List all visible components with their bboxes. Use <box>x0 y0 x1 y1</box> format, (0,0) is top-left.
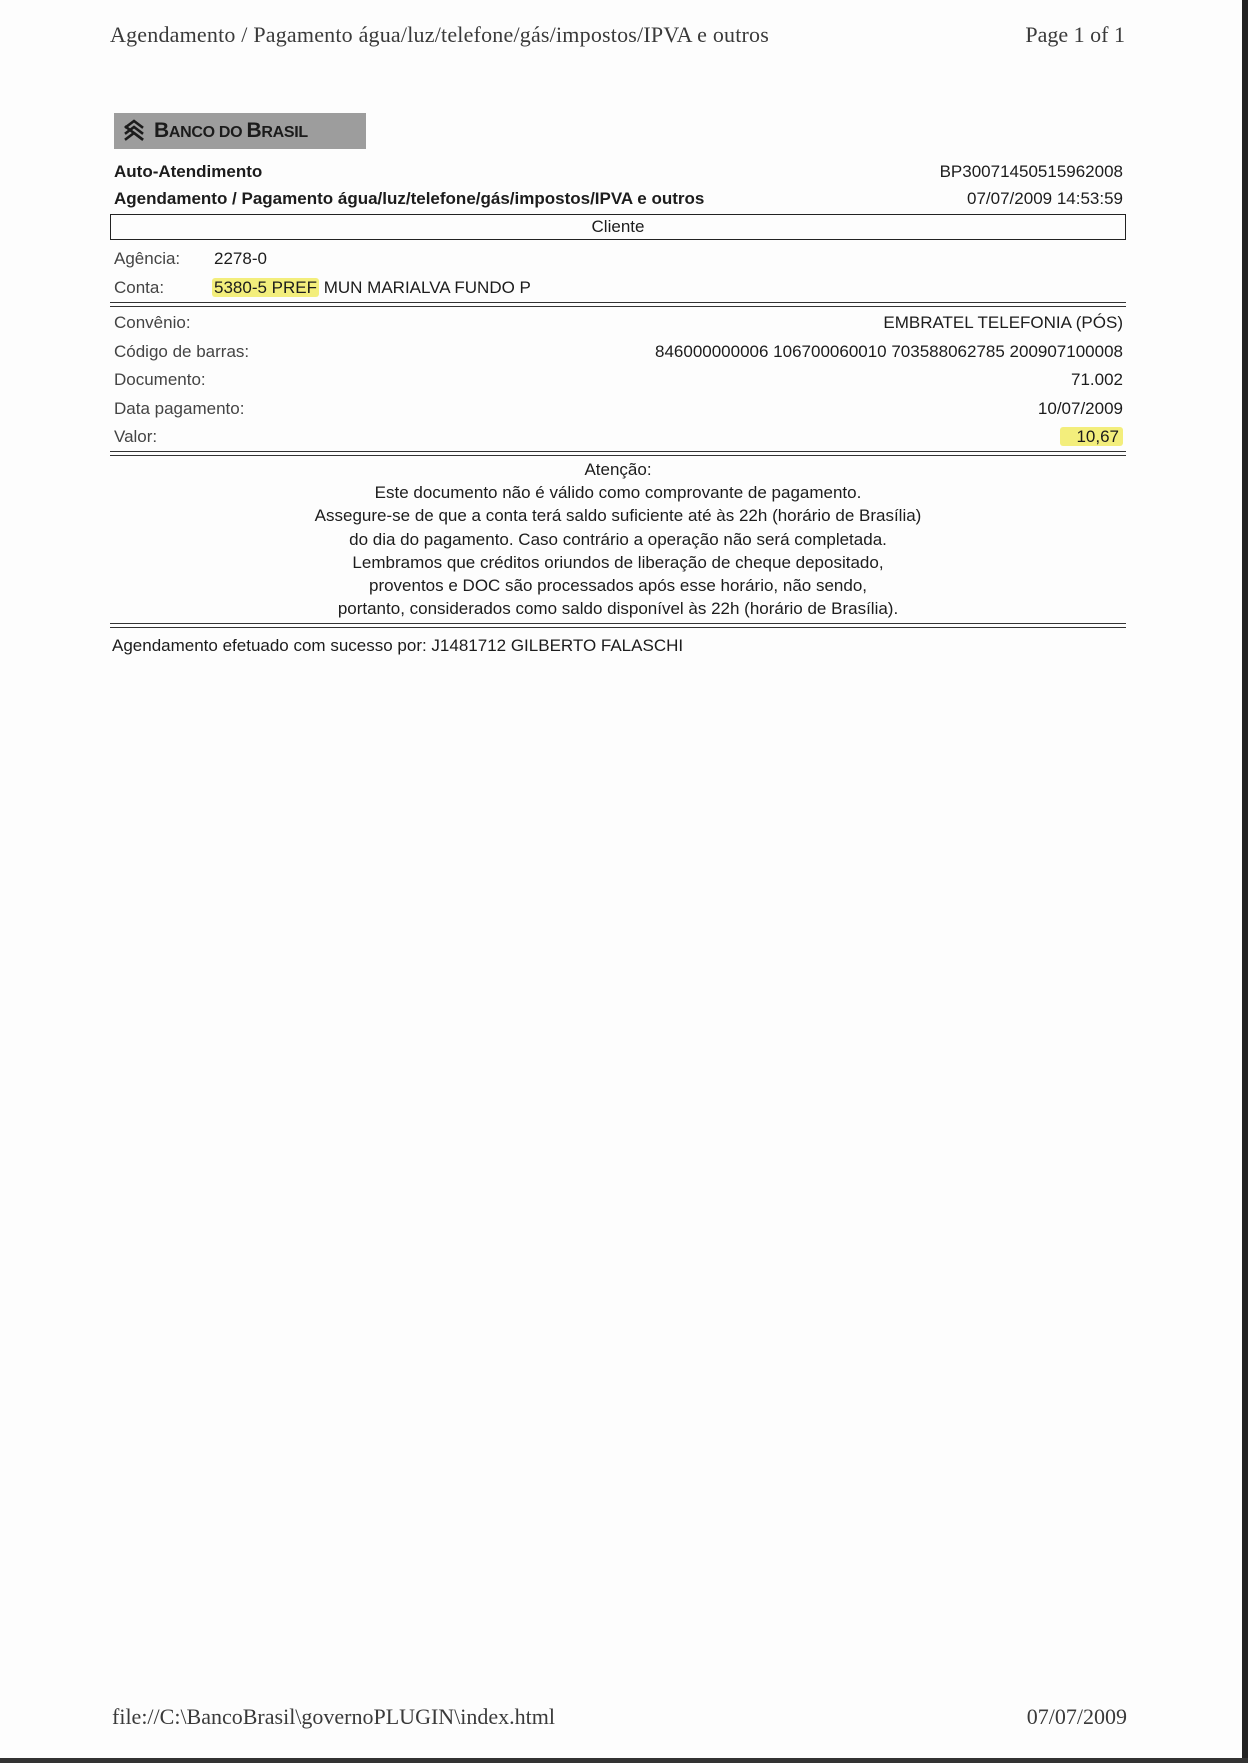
conta-row <box>114 278 1123 298</box>
conta-value: 5380-5 PREF MUN MARIALVA FUNDO P <box>214 278 531 297</box>
agencia-label: Agência: <box>114 249 181 268</box>
documento-label: Documento: <box>114 370 206 389</box>
divider <box>110 302 1126 307</box>
conta-label: Conta: <box>114 278 165 297</box>
convenio-label: Convênio: <box>114 313 191 332</box>
payment-date-label: Data pagamento: <box>114 399 245 418</box>
attention-line: Lembramos que créditos oriundos de liberação de cheque depositado, <box>352 552 884 572</box>
attention-notice <box>110 458 1126 620</box>
attention-title: Atenção: <box>584 460 652 479</box>
service-row <box>114 162 1123 182</box>
attention-line: portanto, considerados como saldo disponível às 22h (horário de Brasília). <box>337 599 899 619</box>
valor-value: 10,67 <box>1060 427 1123 447</box>
print-header-title: Agendamento / Pagamento água/luz/telefone/gás/impostos/IPVA e outros <box>110 22 770 47</box>
payment-date-value: 10/07/2009 <box>1037 399 1123 418</box>
print-footer-date: 07/07/2009 <box>1026 1704 1127 1729</box>
print-page-number: Page 1 of 1 <box>1025 22 1125 47</box>
attention-line: proventos e DOC são processados após esse horário, não sendo, <box>368 576 867 596</box>
service-name: Auto-Atendimento <box>114 162 263 181</box>
convenio-row <box>114 313 1123 333</box>
agencia-row <box>114 249 1123 269</box>
barcode-row <box>114 342 1123 362</box>
attention-line: do dia do pagamento. Caso contrário a operação não será completada. <box>349 529 887 549</box>
operation-row <box>114 189 1123 209</box>
bb-logo-icon <box>122 119 146 143</box>
documento-row <box>114 370 1123 390</box>
section-header-cliente: Cliente <box>110 214 1126 240</box>
agencia-value: 2278-0 <box>214 249 267 268</box>
barcode-value: 846000000006 106700060010 703588062785 200907100008 <box>655 342 1123 361</box>
page-edge <box>0 1758 1248 1763</box>
confirmation-message: Agendamento efetuado com sucesso por: J1481712 GILBERTO FALASCHI <box>112 636 684 655</box>
divider <box>110 623 1126 628</box>
valor-label: Valor: <box>114 427 158 446</box>
convenio-value: EMBRATEL TELEFONIA (PÓS) <box>883 313 1123 332</box>
attention-line: Este documento não é válido como comprovante de pagamento. <box>374 483 862 503</box>
transaction-datetime: 07/07/2009 14:53:59 <box>967 189 1123 208</box>
divider <box>110 451 1126 456</box>
conta-highlight: 5380-5 PREF <box>214 278 317 297</box>
payment-date-row <box>114 399 1123 419</box>
print-footer-path: file://C:\BancoBrasil\governoPLUGIN\index.html <box>112 1704 555 1729</box>
logo-wordmark: BANCO DO BRASIL <box>154 119 308 142</box>
protocol-number: BP30071450515962008 <box>939 162 1123 181</box>
banco-do-brasil-logo <box>114 113 366 149</box>
barcode-label: Código de barras: <box>114 342 250 361</box>
operation-title: Agendamento / Pagamento água/luz/telefone/gás/impostos/IPVA e outros <box>114 189 705 208</box>
valor-row <box>114 427 1123 447</box>
page-edge <box>1242 0 1248 1763</box>
documento-value: 71.002 <box>1071 370 1123 389</box>
attention-line: Assegure-se de que a conta terá saldo suficiente até às 22h (horário de Brasília) <box>314 506 922 526</box>
